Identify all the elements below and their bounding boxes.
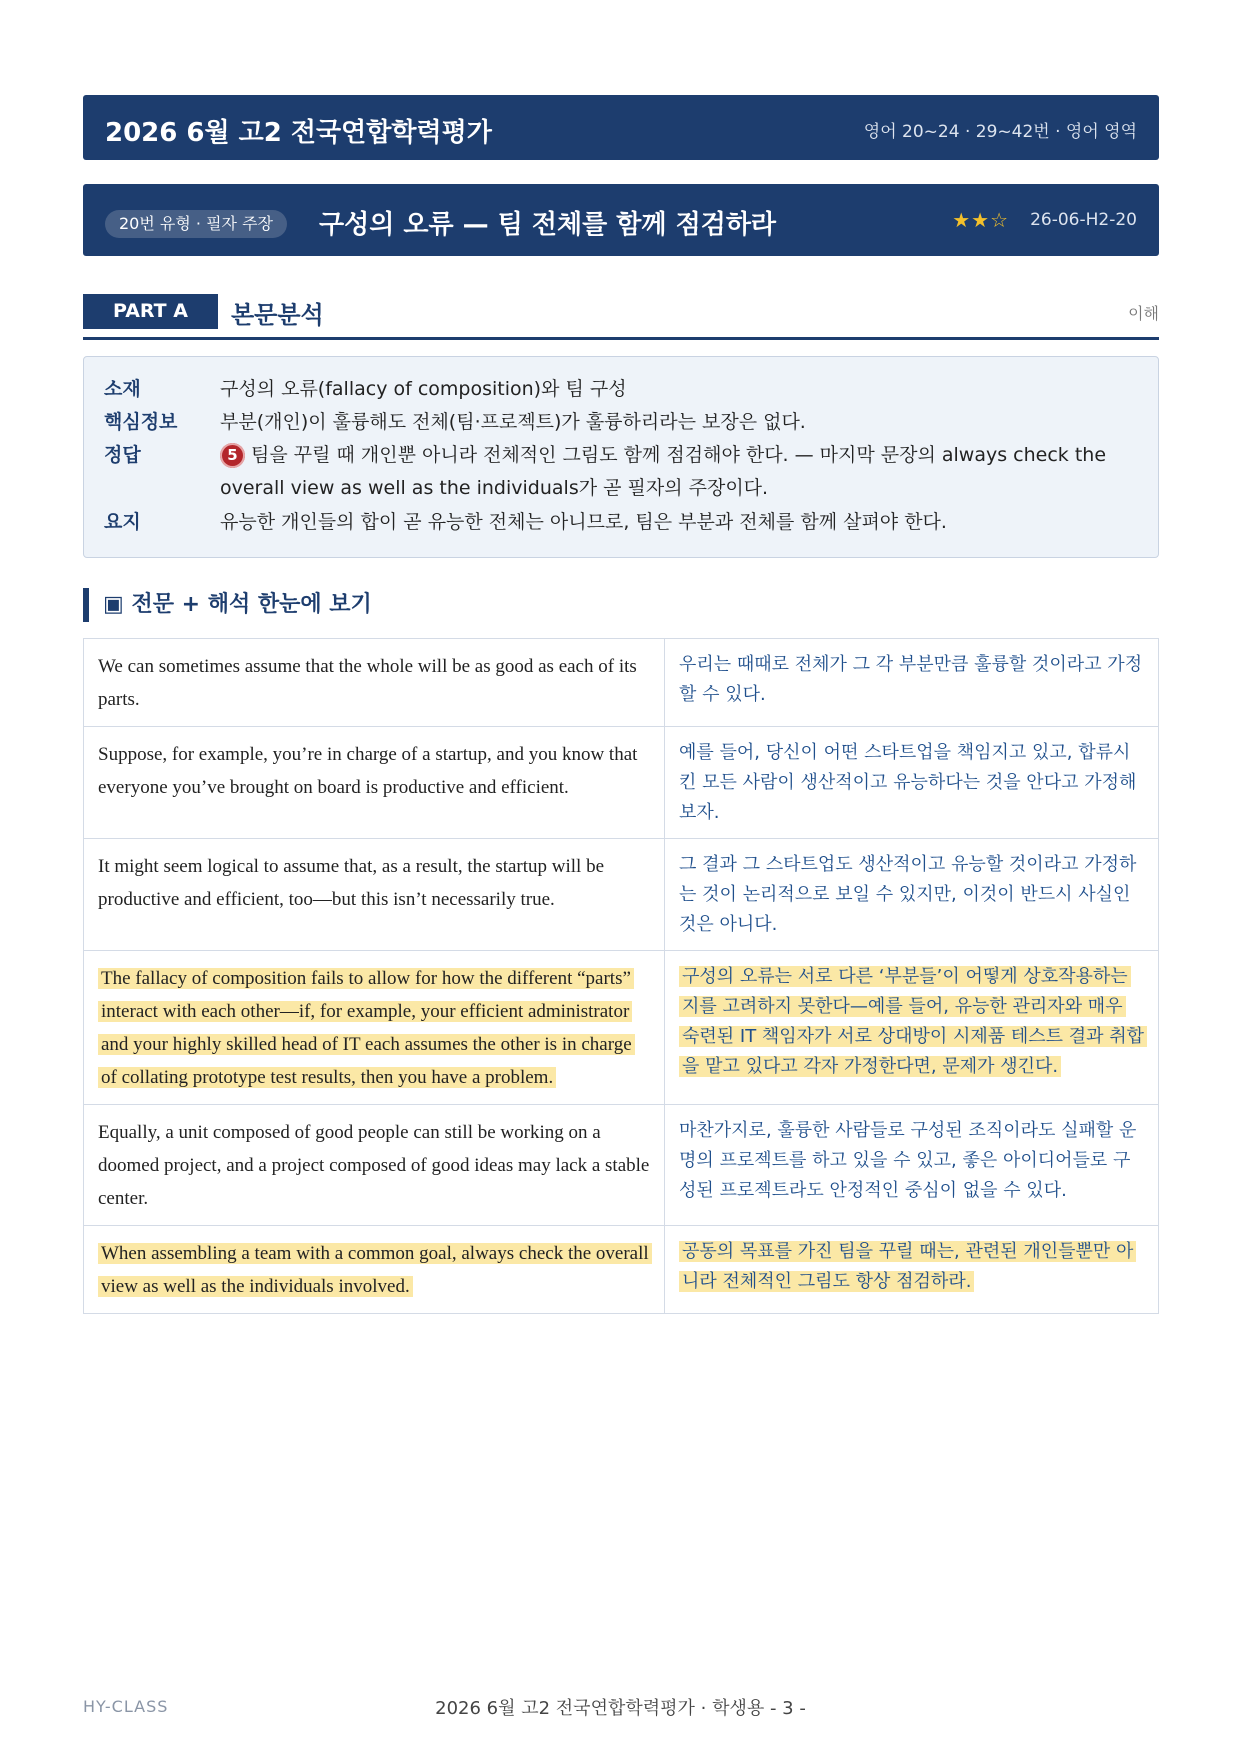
info-key-core: 핵심정보 — [104, 411, 178, 433]
part-header — [83, 294, 1159, 340]
english-sentence-highlighted — [84, 1226, 665, 1314]
footer-page-info: 2026 6월 고2 전국연합학력평가 · 학생용 - 3 - — [435, 1698, 806, 1719]
exam-title: 2026 6월 고2 전국연합학력평가 — [105, 118, 492, 148]
korean-translation — [665, 639, 1159, 727]
korean-text: 예를 들어, 당신이 어떤 스타트업을 책임지고 있고, 합류시킨 모든 사람이 생산적이고 유능하다는 것을 안다고 가정해 보자. — [679, 742, 1137, 823]
info-value-core: 부분(개인)이 훌륭해도 전체(팀·프로젝트)가 훌륭하리라는 보장은 없다. — [220, 411, 806, 433]
korean-text: 그 결과 그 스타트업도 생산적이고 유능할 것이라고 가정하는 것이 논리적으로 보일 수 있지만, 이것이 반드시 사실인 것은 아니다. — [679, 854, 1137, 935]
english-sentence — [84, 839, 665, 951]
english-sentence — [84, 727, 665, 839]
korean-translation — [665, 839, 1159, 951]
table-row — [84, 951, 1159, 1105]
table-row — [84, 1226, 1159, 1314]
question-bar — [83, 184, 1159, 256]
english-text: The fallacy of composition fails to allow for how the different “parts” interact with each other—if, for example, your efficient administrator and your highly skilled head of IT each assumes the other is in charge of collating prototype test results, then you have a problem. — [98, 968, 635, 1088]
korean-translation-highlighted — [665, 951, 1159, 1105]
part-tag: 이해 — [1128, 304, 1159, 323]
english-sentence-highlighted — [84, 951, 665, 1105]
info-key-summary: 요지 — [104, 511, 141, 533]
info-row-core — [104, 406, 1138, 439]
korean-translation — [665, 1105, 1159, 1226]
table-row — [84, 839, 1159, 951]
info-row-answer — [104, 439, 1138, 505]
section-header — [83, 588, 372, 622]
info-value-answer — [220, 439, 1138, 505]
english-text: It might seem logical to assume that, as a result, the startup will be productive and efficient, too—but this isn’t necessarily true. — [98, 856, 605, 910]
answer-number-icon: 5 — [220, 443, 245, 468]
korean-text: 우리는 때때로 전체가 그 각 부분만큼 훌륭할 것이라고 가정할 수 있다. — [679, 654, 1143, 705]
part-title: 본문분석 — [231, 301, 324, 329]
table-row — [84, 1105, 1159, 1226]
korean-text: 구성의 오류는 서로 다른 ‘부분들’이 어떻게 상호작용하는지를 고려하지 못한다—예를 들어, 유능한 관리자와 매우 숙련된 IT 책임자가 서로 상대방이 시제품 테스트 결과 취합을 맡고 있다고 각자 가정한다면, 문제가 생긴다. — [679, 966, 1147, 1077]
info-row-summary — [104, 506, 1138, 539]
korean-translation — [665, 727, 1159, 839]
korean-text: 공동의 목표를 가진 팀을 꾸릴 때는, 관련된 개인들뿐만 아니라 전체적인 그림도 항상 점검하라. — [679, 1241, 1136, 1292]
question-type-badge: 20번 유형 · 필자 주장 — [105, 210, 287, 238]
info-value-summary: 유능한 개인들의 합이 곧 유능한 전체는 아니므로, 팀은 부분과 전체를 함께 살펴야 한다. — [220, 511, 947, 533]
english-text: Equally, a unit composed of good people can still be working on a doomed project, and a project composed of good ideas may lack a stable center. — [98, 1122, 650, 1209]
analysis-info-box — [83, 356, 1159, 558]
info-key-topic: 소재 — [104, 378, 141, 400]
english-text: Suppose, for example, you’re in charge of a startup, and you know that everyone you’ve brought on board is productive and efficient. — [98, 744, 638, 798]
answer-text: 팀을 꾸릴 때 개인뿐 아니라 전체적인 그림도 함께 점검해야 한다. — 마지막 문장의 always check the overall view as well as the individuals가 곧 필자의 주장이다. — [220, 444, 1107, 499]
difficulty-stars-icon: ★★☆ — [952, 208, 1009, 232]
korean-translation-highlighted — [665, 1226, 1159, 1314]
exam-banner — [83, 95, 1159, 160]
question-code: 26-06-H2-20 — [1030, 210, 1137, 230]
info-value-topic: 구성의 오류(fallacy of composition)와 팀 구성 — [220, 378, 627, 400]
info-key-answer: 정답 — [104, 444, 141, 466]
exam-subtitle: 영어 20~24 · 29~42번 · 영어 영역 — [863, 122, 1137, 142]
english-sentence — [84, 639, 665, 727]
part-label: PART A — [83, 294, 218, 329]
question-title: 구성의 오류 — 팀 전체를 함께 점검하라 — [319, 210, 777, 240]
table-row — [84, 727, 1159, 839]
section-title: ▣ 전문 + 해석 한눈에 보기 — [103, 592, 372, 617]
english-text: When assembling a team with a common goal, always check the overall view as well as the individuals involved. — [98, 1243, 652, 1297]
korean-text: 마찬가지로, 훌륭한 사람들로 구성된 조직이라도 실패할 운명의 프로젝트를 하고 있을 수 있고, 좋은 아이디어들로 구성된 프로젝트라도 안정적인 중심이 없을 수 있다. — [679, 1120, 1137, 1201]
english-text: We can sometimes assume that the whole will be as good as each of its parts. — [98, 656, 637, 710]
passage-table — [83, 638, 1159, 1314]
table-row — [84, 639, 1159, 727]
footer-brand: HY-CLASS — [83, 1697, 169, 1716]
info-row-topic — [104, 373, 1138, 406]
english-sentence — [84, 1105, 665, 1226]
